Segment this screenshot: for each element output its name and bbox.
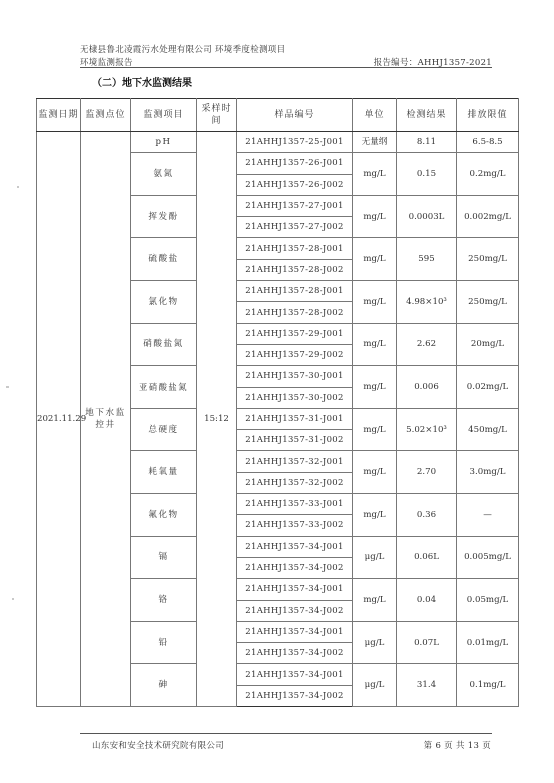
cell-result: 0.0003L bbox=[397, 195, 457, 238]
column-header-site: 监测点位 bbox=[81, 99, 131, 132]
cell-unit: mg/L bbox=[353, 408, 397, 451]
cell-result: 0.006 bbox=[397, 366, 457, 409]
cell-sample-code: 21AHHJ1357-31-J002 bbox=[237, 430, 353, 451]
header-project-title: 无棣县鲁北凌霞污水处理有限公司 环境季度检测项目 bbox=[80, 45, 286, 55]
cell-limit: 3.0mg/L bbox=[457, 451, 519, 494]
cell-result: 0.04 bbox=[397, 579, 457, 622]
cell-date: 2021.11.29 bbox=[37, 132, 81, 707]
cell-item: 氟化物 bbox=[131, 494, 197, 537]
column-header-limit: 排放限值 bbox=[457, 99, 519, 132]
cell-result: 0.15 bbox=[397, 153, 457, 196]
scan-mark bbox=[12, 598, 14, 600]
cell-sample-code: 21AHHJ1357-28-J001 bbox=[237, 238, 353, 259]
cell-item: 砷 bbox=[131, 664, 197, 707]
cell-sample-code: 21AHHJ1357-31-J001 bbox=[237, 408, 353, 429]
cell-sample-code: 21AHHJ1357-34-J001 bbox=[237, 621, 353, 642]
cell-limit: 0.2mg/L bbox=[457, 153, 519, 196]
cell-result: 0.07L bbox=[397, 621, 457, 664]
cell-unit: μg/L bbox=[353, 621, 397, 664]
cell-sample-code: 21AHHJ1357-34-J002 bbox=[237, 600, 353, 621]
table-body bbox=[37, 132, 519, 707]
cell-item: pH bbox=[131, 132, 197, 153]
column-header-sample-code: 样品编号 bbox=[237, 99, 353, 132]
cell-unit: mg/L bbox=[353, 494, 397, 537]
cell-limit: 0.02mg/L bbox=[457, 366, 519, 409]
cell-site: 地下水监控井 bbox=[81, 132, 131, 707]
cell-sample-code: 21AHHJ1357-28-J002 bbox=[237, 259, 353, 280]
scan-mark bbox=[17, 186, 19, 188]
header-divider bbox=[80, 67, 492, 68]
cell-sample-code: 21AHHJ1357-29-J001 bbox=[237, 323, 353, 344]
cell-limit: — bbox=[457, 494, 519, 537]
cell-sample-code: 21AHHJ1357-34-J001 bbox=[237, 536, 353, 557]
groundwater-results-table bbox=[36, 98, 519, 707]
cell-sample-code: 21AHHJ1357-27-J002 bbox=[237, 217, 353, 238]
cell-sample-code: 21AHHJ1357-27-J001 bbox=[237, 195, 353, 216]
cell-item: 氨氮 bbox=[131, 153, 197, 196]
cell-item: 耗氧量 bbox=[131, 451, 197, 494]
cell-result: 31.4 bbox=[397, 664, 457, 707]
cell-limit: 450mg/L bbox=[457, 408, 519, 451]
cell-sample-code: 21AHHJ1357-30-J002 bbox=[237, 387, 353, 408]
cell-item: 氯化物 bbox=[131, 281, 197, 324]
cell-sample-code: 21AHHJ1357-34-J001 bbox=[237, 664, 353, 685]
cell-unit: mg/L bbox=[353, 153, 397, 196]
cell-limit: 20mg/L bbox=[457, 323, 519, 366]
cell-item: 挥发酚 bbox=[131, 195, 197, 238]
cell-sample-code: 21AHHJ1357-34-J002 bbox=[237, 643, 353, 664]
cell-result: 4.98×10³ bbox=[397, 281, 457, 324]
cell-result: 5.02×10³ bbox=[397, 408, 457, 451]
cell-item: 镉 bbox=[131, 536, 197, 579]
column-header-sample-time: 采样时间 bbox=[197, 99, 237, 132]
cell-result: 8.11 bbox=[397, 132, 457, 153]
cell-limit: 0.005mg/L bbox=[457, 536, 519, 579]
cell-sample-code: 21AHHJ1357-32-J001 bbox=[237, 451, 353, 472]
cell-result: 0.06L bbox=[397, 536, 457, 579]
cell-unit: μg/L bbox=[353, 536, 397, 579]
footer-divider bbox=[80, 733, 492, 734]
cell-item: 亚硝酸盐氮 bbox=[131, 366, 197, 409]
cell-sample-code: 21AHHJ1357-25-J001 bbox=[237, 132, 353, 153]
cell-unit: mg/L bbox=[353, 366, 397, 409]
cell-result: 595 bbox=[397, 238, 457, 281]
cell-limit: 6.5-8.5 bbox=[457, 132, 519, 153]
cell-result: 2.70 bbox=[397, 451, 457, 494]
cell-item: 铅 bbox=[131, 621, 197, 664]
scan-mark bbox=[6, 386, 9, 388]
header-report-type: 环境监测报告 bbox=[80, 58, 133, 68]
cell-sample-code: 21AHHJ1357-33-J001 bbox=[237, 494, 353, 515]
column-header-date: 监测日期 bbox=[37, 99, 81, 132]
cell-limit: 250mg/L bbox=[457, 238, 519, 281]
cell-limit: 0.05mg/L bbox=[457, 579, 519, 622]
cell-sample-code: 21AHHJ1357-34-J001 bbox=[237, 579, 353, 600]
cell-unit: mg/L bbox=[353, 579, 397, 622]
cell-limit: 0.1mg/L bbox=[457, 664, 519, 707]
column-header-result: 检测结果 bbox=[397, 99, 457, 132]
cell-result: 0.36 bbox=[397, 494, 457, 537]
cell-item: 铬 bbox=[131, 579, 197, 622]
column-header-unit: 单位 bbox=[353, 99, 397, 132]
cell-limit: 250mg/L bbox=[457, 281, 519, 324]
cell-sample-code: 21AHHJ1357-28-J002 bbox=[237, 302, 353, 323]
cell-item: 总硬度 bbox=[131, 408, 197, 451]
cell-sample-code: 21AHHJ1357-34-J002 bbox=[237, 557, 353, 578]
header-report-number: 报告编号：AHHJ1357-2021 bbox=[373, 58, 492, 68]
section-title: （二）地下水监测结果 bbox=[92, 78, 192, 89]
cell-sample-code: 21AHHJ1357-33-J002 bbox=[237, 515, 353, 536]
table-header-row bbox=[37, 99, 519, 132]
footer-page-number: 第 6 页 共 13 页 bbox=[423, 741, 491, 751]
cell-unit: mg/L bbox=[353, 195, 397, 238]
cell-result: 2.62 bbox=[397, 323, 457, 366]
cell-item: 硝酸盐氮 bbox=[131, 323, 197, 366]
cell-sample-code: 21AHHJ1357-32-J002 bbox=[237, 472, 353, 493]
cell-unit: mg/L bbox=[353, 451, 397, 494]
cell-sample-code: 21AHHJ1357-28-J001 bbox=[237, 281, 353, 302]
cell-sample-time: 15:12 bbox=[197, 132, 237, 707]
footer-institute: 山东安和安全技术研究院有限公司 bbox=[92, 741, 225, 751]
cell-sample-code: 21AHHJ1357-34-J002 bbox=[237, 685, 353, 706]
cell-unit: mg/L bbox=[353, 323, 397, 366]
cell-sample-code: 21AHHJ1357-26-J001 bbox=[237, 153, 353, 174]
cell-unit: μg/L bbox=[353, 664, 397, 707]
column-header-item: 监测项目 bbox=[131, 99, 197, 132]
cell-sample-code: 21AHHJ1357-26-J002 bbox=[237, 174, 353, 195]
cell-unit: mg/L bbox=[353, 281, 397, 324]
cell-sample-code: 21AHHJ1357-29-J002 bbox=[237, 344, 353, 365]
cell-unit: 无量纲 bbox=[353, 132, 397, 153]
cell-sample-code: 21AHHJ1357-30-J001 bbox=[237, 366, 353, 387]
cell-unit: mg/L bbox=[353, 238, 397, 281]
cell-limit: 0.01mg/L bbox=[457, 621, 519, 664]
cell-limit: 0.002mg/L bbox=[457, 195, 519, 238]
cell-item: 硫酸盐 bbox=[131, 238, 197, 281]
table-row bbox=[37, 132, 519, 153]
